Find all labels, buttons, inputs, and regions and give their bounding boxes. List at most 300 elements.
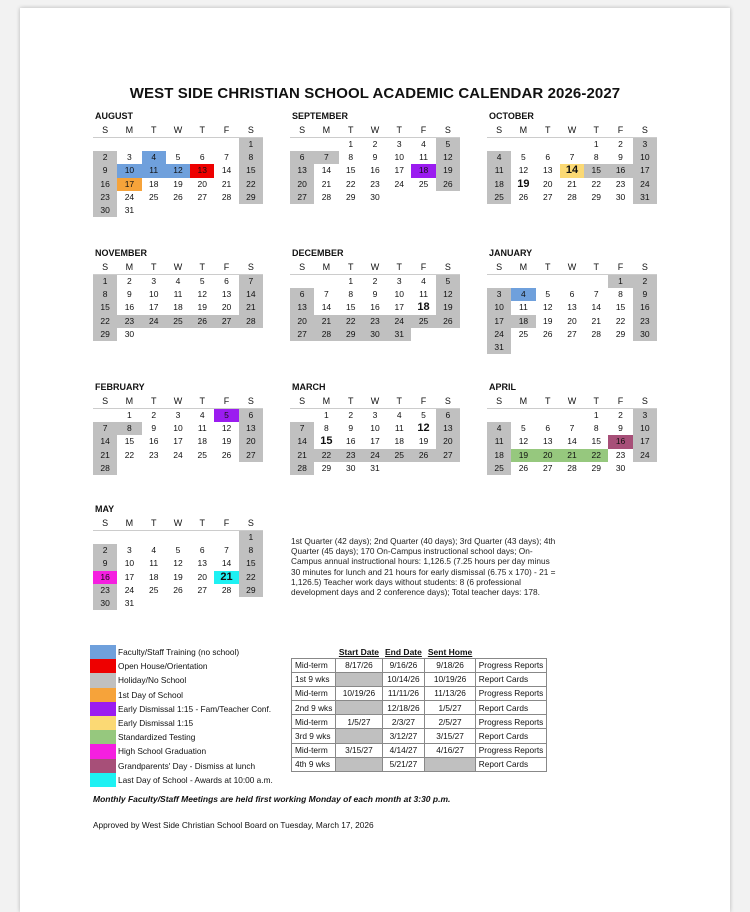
day-cell: 7	[314, 151, 338, 164]
day-cell: 28	[221, 584, 232, 595]
month-name: MARCH	[292, 382, 326, 392]
day-cell: 4	[487, 151, 511, 164]
legend-item	[90, 773, 300, 787]
day-cell: 22	[339, 315, 363, 328]
weekday-label: W	[173, 396, 183, 406]
month-name: OCTOBER	[489, 111, 534, 121]
day-cell: 28	[321, 191, 332, 202]
weekday-label: M	[519, 396, 528, 406]
day-cell: 22	[584, 449, 608, 462]
day-cell	[584, 341, 608, 354]
month-december	[290, 248, 460, 341]
day-cell: 25	[166, 315, 190, 328]
day-cell: 13	[290, 164, 314, 177]
weekday-label: M	[519, 262, 528, 272]
legend-swatch	[90, 688, 116, 702]
weekday-label: M	[322, 396, 331, 406]
quarter-cell-end: 10/14/26	[382, 672, 425, 686]
day-cell: 10	[370, 423, 380, 434]
quarter-table-row	[292, 672, 547, 686]
day-cell: 18	[148, 571, 159, 582]
day-cell: 28	[290, 462, 314, 475]
week-row	[93, 288, 263, 301]
day-cell: 13	[290, 301, 314, 314]
day-cell: 28	[314, 328, 338, 341]
quarter-cell-end: 4/14/27	[382, 743, 425, 757]
day-cell: 8	[618, 289, 623, 300]
day-cell: 21	[321, 178, 332, 189]
weekday-label: W	[370, 396, 380, 406]
weekday-label: F	[420, 396, 427, 406]
day-cell	[560, 409, 584, 422]
day-cell: 28	[93, 462, 117, 475]
weekday-label: W	[173, 125, 183, 135]
day-cell: 24	[124, 191, 135, 202]
legend-item	[90, 659, 300, 673]
day-cell: 20	[197, 178, 207, 189]
day-cell: 13	[436, 422, 460, 435]
weekday-label: M	[125, 518, 134, 528]
legend-item	[90, 716, 300, 730]
day-cell: 19	[221, 436, 232, 447]
week-row	[487, 191, 657, 204]
day-cell: 14	[321, 302, 332, 313]
week-row	[487, 435, 657, 448]
legend-swatch	[90, 730, 116, 744]
day-cell	[560, 275, 584, 288]
day-cell: 24	[394, 178, 404, 189]
day-cell: 12	[542, 302, 553, 313]
day-cell: 15	[93, 301, 117, 314]
day-cell	[290, 275, 314, 288]
legend-label: Early Dismissal 1:15 - Fam/Teacher Conf.	[118, 703, 272, 714]
weekday-label: T	[199, 262, 206, 272]
legend-item	[90, 673, 300, 687]
day-cell: 25	[487, 462, 511, 475]
day-cell: 11	[519, 302, 528, 313]
day-cell: 29	[591, 462, 601, 473]
day-cell: 2	[618, 139, 623, 149]
day-cell: 13	[567, 302, 577, 313]
day-cell: 26	[542, 328, 553, 339]
month-name: AUGUST	[95, 111, 133, 121]
legend-label: Open House/Orientation	[118, 661, 208, 672]
day-cell: 1	[593, 139, 599, 149]
legend-item	[90, 645, 300, 659]
day-cell: 29	[239, 584, 263, 597]
week-row	[290, 138, 460, 151]
quarter-cell-report: Report Cards	[475, 701, 547, 715]
legend-label: Holiday/No School	[118, 675, 187, 686]
day-cell	[411, 462, 435, 475]
day-cell	[487, 409, 511, 422]
day-cell: 26	[190, 315, 214, 328]
day-cell	[584, 275, 608, 288]
day-cell: 16	[124, 302, 135, 313]
legend-swatch	[90, 759, 116, 773]
day-cell: 22	[615, 315, 626, 326]
day-cell: 9	[372, 152, 378, 163]
day-cell: 24	[363, 449, 387, 462]
day-cell: 1	[239, 138, 263, 151]
day-cell: 9	[372, 289, 378, 300]
day-cell: 25	[418, 178, 429, 189]
legend-label: Faculty/Staff Training (no school)	[118, 647, 240, 658]
day-cell: 15	[320, 435, 333, 448]
day-cell: 18	[197, 436, 207, 447]
day-cell: 9	[618, 152, 623, 163]
day-cell	[436, 328, 460, 341]
week-row	[93, 435, 263, 448]
week-row	[93, 178, 263, 191]
day-cell: 31	[124, 597, 135, 608]
weekday-label: S	[102, 396, 109, 406]
day-cell: 19	[418, 436, 429, 447]
day-cell	[166, 204, 190, 217]
day-cell: 14	[239, 288, 263, 301]
day-cell	[142, 204, 166, 217]
weekday-label: T	[544, 125, 551, 135]
day-cell: 15	[239, 164, 263, 177]
day-cell: 30	[345, 462, 356, 473]
day-cell: 17	[124, 571, 135, 582]
weekday-label: T	[199, 125, 206, 135]
day-cell	[387, 462, 411, 475]
day-cell	[608, 341, 632, 354]
weekday-label: W	[370, 125, 380, 135]
day-cell: 26	[518, 191, 529, 202]
week-row	[290, 462, 460, 475]
day-cell: 17	[117, 178, 141, 191]
day-cell: 29	[615, 328, 626, 339]
legend-label: Last Day of School - Awards at 10:00 a.m.	[118, 774, 273, 785]
week-row	[93, 151, 263, 164]
legend-label: Early Dismissal 1:15	[118, 718, 194, 729]
weekday-label: S	[102, 125, 109, 135]
quarter-cell-sent	[425, 757, 475, 771]
day-cell	[436, 462, 460, 475]
day-cell	[536, 275, 560, 288]
day-cell: 15	[124, 436, 135, 447]
day-cell: 14	[93, 435, 117, 448]
day-cell: 25	[197, 449, 207, 460]
day-cell: 7	[324, 289, 329, 300]
quarter-cell-end: 12/18/26	[382, 701, 425, 715]
day-cell: 18	[394, 436, 404, 447]
quarter-cell-start: 3/15/27	[336, 743, 382, 757]
weekday-label: S	[496, 396, 503, 406]
day-cell: 23	[370, 178, 380, 189]
weekday-label: T	[150, 125, 157, 135]
day-cell: 16	[93, 178, 117, 191]
day-cell: 8	[93, 288, 117, 301]
month-name: JANUARY	[489, 248, 533, 258]
weekday-label: S	[299, 262, 306, 272]
day-cell: 24	[387, 315, 411, 328]
day-cell: 17	[148, 302, 159, 313]
quarter-cell-start	[336, 701, 382, 715]
legend-swatch	[90, 744, 116, 758]
weekday-header	[93, 123, 263, 137]
day-cell: 3	[633, 138, 657, 151]
day-cell: 2	[348, 410, 354, 420]
day-cell: 4	[199, 410, 205, 420]
day-cell: 5	[175, 152, 181, 163]
week-row	[290, 301, 460, 314]
weekday-label: T	[347, 125, 354, 135]
day-cell: 6	[239, 409, 263, 422]
quarter-table-header	[292, 646, 547, 658]
weekday-label: S	[247, 396, 254, 406]
day-cell	[239, 597, 263, 610]
day-cell	[166, 462, 190, 475]
quarter-cell-start: 8/17/26	[336, 658, 382, 672]
day-cell: 26	[518, 462, 529, 473]
legend-swatch	[90, 716, 116, 730]
quarter-table	[291, 646, 547, 772]
day-cell: 6	[199, 545, 205, 556]
day-cell: 4	[421, 276, 426, 286]
day-cell	[142, 462, 166, 475]
quarter-cell-start: 10/19/26	[336, 686, 382, 700]
day-cell: 22	[345, 178, 356, 189]
month-february	[93, 382, 263, 475]
week-row	[487, 462, 657, 475]
weekday-label: T	[199, 518, 206, 528]
day-cell	[239, 328, 263, 341]
day-cell: 20	[239, 435, 263, 448]
day-cell: 31	[387, 328, 411, 341]
day-cell: 24	[633, 449, 657, 462]
quarter-cell-report: Progress Reports	[475, 715, 547, 729]
week-row	[93, 422, 263, 435]
week-row	[290, 435, 460, 448]
quarter-cell-sent: 2/5/27	[425, 715, 475, 729]
day-cell: 28	[567, 191, 577, 202]
quarter-table-column-header: Start Date	[338, 646, 380, 657]
day-cell: 7	[569, 152, 575, 163]
day-cell: 30	[124, 328, 135, 339]
day-cell	[190, 597, 214, 610]
day-cell	[436, 191, 460, 204]
day-cell: 1	[93, 275, 117, 288]
day-cell: 11	[142, 164, 166, 177]
weekday-label: W	[567, 125, 577, 135]
month-name: DECEMBER	[292, 248, 344, 258]
legend-swatch	[90, 773, 116, 787]
week-row	[487, 449, 657, 462]
day-cell: 10	[394, 152, 404, 163]
day-cell: 16	[608, 164, 632, 177]
day-cell: 12	[518, 165, 529, 176]
weekday-label: W	[370, 262, 380, 272]
quarter-cell-label: Mid-term	[292, 686, 336, 700]
week-row	[93, 328, 263, 341]
weekday-header	[487, 260, 657, 274]
day-cell: 27	[290, 191, 314, 204]
week-row	[487, 328, 657, 341]
day-cell: 23	[615, 449, 626, 460]
week-row	[487, 151, 657, 164]
day-cell: 14	[221, 558, 232, 569]
day-cell: 19	[173, 178, 183, 189]
day-cell	[214, 462, 238, 475]
week-row	[290, 409, 460, 422]
weekday-header	[93, 394, 263, 408]
weekday-header	[93, 260, 263, 274]
weekday-label: T	[347, 396, 354, 406]
day-cell: 8	[348, 289, 354, 300]
week-row	[93, 544, 263, 557]
weekday-label: T	[593, 396, 600, 406]
day-cell: 3	[127, 152, 132, 163]
day-cell: 11	[419, 152, 428, 163]
weekday-label: F	[223, 396, 230, 406]
day-cell: 2	[618, 410, 623, 420]
day-cell	[536, 341, 560, 354]
month-august	[93, 111, 263, 217]
day-cell: 26	[436, 178, 460, 191]
day-cell: 6	[290, 288, 314, 301]
day-cell: 14	[221, 165, 232, 176]
day-cell: 17	[370, 436, 380, 447]
day-cell: 21	[221, 178, 232, 189]
weekday-header	[290, 394, 460, 408]
legend-item	[90, 744, 300, 758]
weekday-label: W	[173, 518, 183, 528]
week-row	[290, 164, 460, 177]
day-cell	[190, 328, 214, 341]
day-cell: 10	[487, 301, 511, 314]
day-cell: 2	[127, 276, 132, 286]
day-cell: 6	[569, 289, 575, 300]
quarter-table-row	[292, 757, 547, 771]
weekday-label: T	[150, 396, 157, 406]
day-cell	[93, 138, 117, 151]
day-cell	[633, 462, 657, 475]
day-cell: 11	[173, 289, 183, 300]
day-cell: 16	[148, 436, 159, 447]
day-cell: 28	[239, 315, 263, 328]
weekday-label: S	[496, 125, 503, 135]
month-november	[93, 248, 263, 341]
quarter-cell-label: Mid-term	[292, 715, 336, 729]
weekday-label: F	[420, 262, 427, 272]
day-cell: 9	[151, 423, 157, 434]
quarter-cell-sent: 4/16/27	[425, 743, 475, 757]
week-row	[93, 557, 263, 570]
day-cell: 22	[93, 315, 117, 328]
day-cell: 21	[290, 449, 314, 462]
day-cell: 15	[591, 436, 601, 447]
month-name: SEPTEMBER	[292, 111, 349, 121]
day-cell: 21	[567, 178, 577, 189]
weekday-label: S	[444, 396, 451, 406]
day-cell: 26	[173, 584, 183, 595]
day-cell	[387, 191, 411, 204]
day-cell: 23	[148, 449, 159, 460]
day-cell: 12	[436, 151, 460, 164]
legend-swatch	[90, 659, 116, 673]
weekday-header	[290, 260, 460, 274]
day-cell: 17	[633, 435, 657, 448]
day-cell: 6	[290, 151, 314, 164]
day-cell: 3	[396, 139, 402, 149]
day-cell	[560, 341, 584, 354]
quarter-cell-label: 1st 9 wks	[292, 672, 336, 686]
day-cell: 29	[239, 191, 263, 204]
day-cell: 1	[608, 275, 632, 288]
day-cell	[511, 341, 535, 354]
week-row	[93, 138, 263, 151]
week-row	[290, 178, 460, 191]
day-cell: 24	[142, 315, 166, 328]
weekday-label: M	[322, 262, 331, 272]
day-cell: 3	[127, 545, 132, 556]
day-cell: 3	[151, 276, 157, 286]
day-cell: 12	[221, 423, 232, 434]
day-cell: 30	[363, 328, 387, 341]
day-cell: 8	[239, 151, 263, 164]
day-cell: 1	[348, 139, 354, 149]
day-cell: 10	[173, 423, 183, 434]
day-cell	[411, 328, 435, 341]
day-cell: 11	[149, 558, 159, 569]
day-cell: 1	[324, 410, 329, 420]
day-cell: 22	[124, 449, 135, 460]
day-cell	[239, 204, 263, 217]
day-cell: 24	[487, 328, 511, 341]
day-cell: 17	[633, 164, 657, 177]
day-cell: 21	[560, 449, 584, 462]
day-cell: 2	[633, 275, 657, 288]
quarter-cell-label: 2nd 9 wks	[292, 701, 336, 715]
weekday-label: T	[396, 396, 403, 406]
day-cell: 13	[542, 165, 553, 176]
quarter-table-column-header: End Date	[385, 646, 422, 657]
day-cell	[93, 531, 117, 544]
day-cell: 9	[93, 164, 117, 177]
quarter-table-column-header: Sent Home	[427, 646, 473, 657]
day-cell: 26	[221, 449, 232, 460]
day-cell: 18	[487, 449, 511, 462]
day-cell: 19	[173, 571, 183, 582]
day-cell: 1	[593, 410, 599, 420]
day-cell: 23	[633, 315, 657, 328]
quarter-cell-label: 4th 9 wks	[292, 757, 336, 771]
week-row	[93, 597, 263, 610]
day-cell: 1	[348, 276, 354, 286]
day-cell	[214, 597, 238, 610]
day-cell: 14	[321, 165, 332, 176]
month-name: FEBRUARY	[95, 382, 145, 392]
day-cell: 14	[591, 302, 601, 313]
day-cell: 29	[339, 328, 363, 341]
day-cell: 8	[324, 423, 329, 434]
week-row	[290, 328, 460, 341]
day-cell: 18	[511, 315, 535, 328]
day-cell: 6	[545, 423, 551, 434]
day-cell: 14	[560, 164, 584, 177]
weekday-label: F	[617, 396, 624, 406]
day-cell: 25	[411, 315, 435, 328]
day-cell: 3	[487, 288, 511, 301]
weekday-label: T	[396, 262, 403, 272]
day-cell: 3	[633, 409, 657, 422]
day-cell	[117, 531, 141, 544]
day-cell: 21	[214, 571, 238, 584]
day-cell	[239, 462, 263, 475]
